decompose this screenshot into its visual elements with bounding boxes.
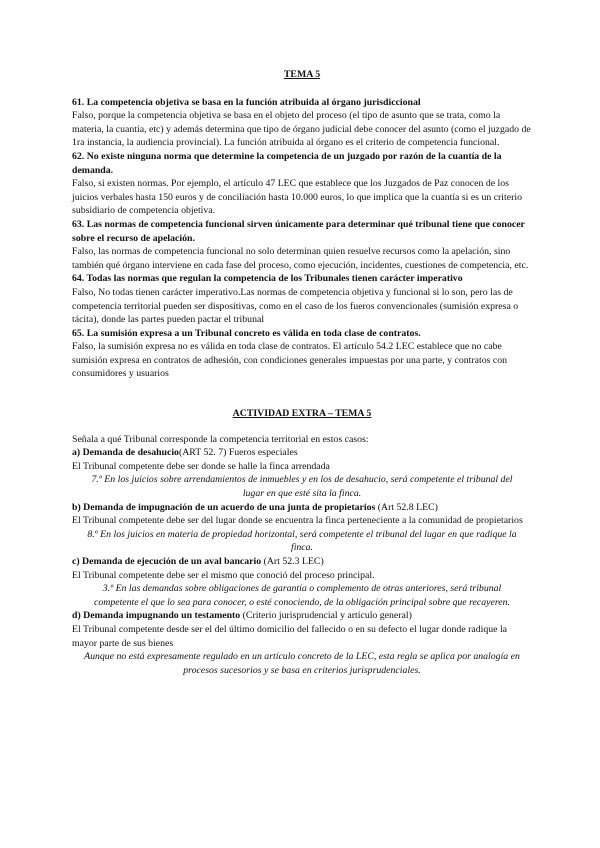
extra-item-b xyxy=(72,501,532,555)
law-quote: 3.º En las demandas sobre obligaciones de garantía o complemento de otras anteriores, será tribunal competente el que lo sea para conocer, o esté conociendo, de la obligación principal sobre que recayeren. xyxy=(94,583,510,608)
extra-item-c xyxy=(72,555,532,609)
case-answer: El Tribunal competente desde ser el del último domicilio del fallecido o en su defecto el lugar donde radique la mayor parte de sus bienes xyxy=(72,623,508,649)
extra-intro: Señala a qué Tribunal corresponde la competencia territorial en estos casos: xyxy=(72,433,369,445)
case-title: d) Demanda impugnando un testamento xyxy=(72,610,241,622)
extra-item-a xyxy=(72,446,532,500)
question-answer: Falso, porque la competencia objetiva se basa en el objeto del proceso (el tipo de asunto que se trata, como la materia, la cuantía, etc) y además determina que tipo de órgano judicial debe conocer del asunto (como el juzgado de 1ra instancia, la audiencia provincial). La función atribuida al órgano es el criterio de competencia funcional. xyxy=(72,110,531,149)
extra-item-d xyxy=(72,609,532,677)
law-quote: Aunque no está expresamente regulado en un artículo concreto de la LEC, esta regla se aplica por analogía en procesos sucesorios y se basa en criterios jurisprudenciales. xyxy=(84,651,520,676)
document-page xyxy=(72,68,532,677)
page-title: TEMA 5 xyxy=(283,69,321,80)
case-heading xyxy=(72,609,532,623)
question-statement: 65. La sumisión expresa a un Tribunal concreto es válida en toda clase de contratos. xyxy=(72,327,421,339)
case-reference: (ART 52. 7) Fueros especiales xyxy=(178,447,298,459)
question-statement: 64. Todas las normas que regulan la competencia de los Tribunales tienen carácter imperativo xyxy=(72,273,463,285)
question-65 xyxy=(72,327,532,381)
question-statement: 63. Las normas de competencia funcional sirven únicamente para determinar qué tribunal tiene que conocer sobre el recurso de apelación. xyxy=(72,218,525,244)
law-quote: 8.º En los juicios en materia de propiedad horizontal, será competente el tribunal del lugar en que radique la finca. xyxy=(87,528,517,554)
case-answer: El Tribunal competente debe ser del lugar donde se encuentra la finca perteneciente a la comunidad de propietarios xyxy=(72,515,523,527)
case-heading xyxy=(72,501,532,515)
case-title: b) Demanda de impugnación de un acuerdo de una junta de propietarios xyxy=(72,501,376,513)
question-answer: Falso, No todas tienen carácter imperativo.Las normas de competencia objetiva y funcional si lo son, pero las de competencia territorial pueden ser dispositivas, como en el caso de los fueros convencionales (sumisión expresa o tácita), donde las partes pueden pactar el tribunal xyxy=(72,286,519,326)
case-heading xyxy=(72,446,532,460)
law-quote: 7.º En los juicios sobre arrendamientos de inmuebles y en los de desahucio, será competente el tribunal del lugar en que esté sita la finca. xyxy=(91,474,513,500)
question-answer: Falso, la sumisión expresa no es válida en toda clase de contratos. El artículo 54.2 LEC establece que no cabe sumisión expresa en contratos de adhesión, con condiciones generales impuestas por una parte, y contratos con consumidores y usuarios xyxy=(72,341,508,380)
case-reference: (Art 52.3 LEC) xyxy=(261,556,324,567)
question-61 xyxy=(72,96,532,150)
question-answer: Falso, si existen normas. Por ejemplo, el artículo 47 LEC que establece que los Juzgados de Paz conocen de los juicios verbales hasta 150 euros y de conciliación hasta 10.000 euros, lo que implica que la cuantía si es un criterio subsidiario de competencia objetiva. xyxy=(72,178,522,217)
question-statement: 61. La competencia objetiva se basa en la función atribuida al órgano jurisdiccional xyxy=(72,96,421,108)
case-reference: (Criterio jurisprudencial y artículo general) xyxy=(240,610,412,622)
question-62 xyxy=(72,150,532,218)
case-title: a) Demanda de desahucio xyxy=(72,447,179,459)
case-answer: El Tribunal competente debe ser donde se halle la finca arrendada xyxy=(72,460,330,472)
question-statement: 62. No existe ninguna norma que determine la competencia de un juzgado por razón de la cuantía de la demanda. xyxy=(72,150,502,176)
case-heading xyxy=(72,555,532,569)
extra-activity-title: ACTIVIDAD EXTRA – TEMA 5 xyxy=(232,408,372,420)
case-reference: (Art 52.8 LEC) xyxy=(375,501,438,513)
question-63 xyxy=(72,218,532,272)
case-answer: El Tribunal competente debe ser el mismo que conoció del proceso principal. xyxy=(72,569,375,581)
question-answer: Falso, las normas de competencia funcional no solo determinan quien resuelve recursos como la apelación, sino también qué órgano interviene en cada fase del proceso, como ejecución, incidentes, cuestiones de competencia, etc. xyxy=(72,246,529,271)
case-title: c) Demanda de ejecución de un aval bancario xyxy=(72,556,262,567)
question-64 xyxy=(72,272,532,326)
